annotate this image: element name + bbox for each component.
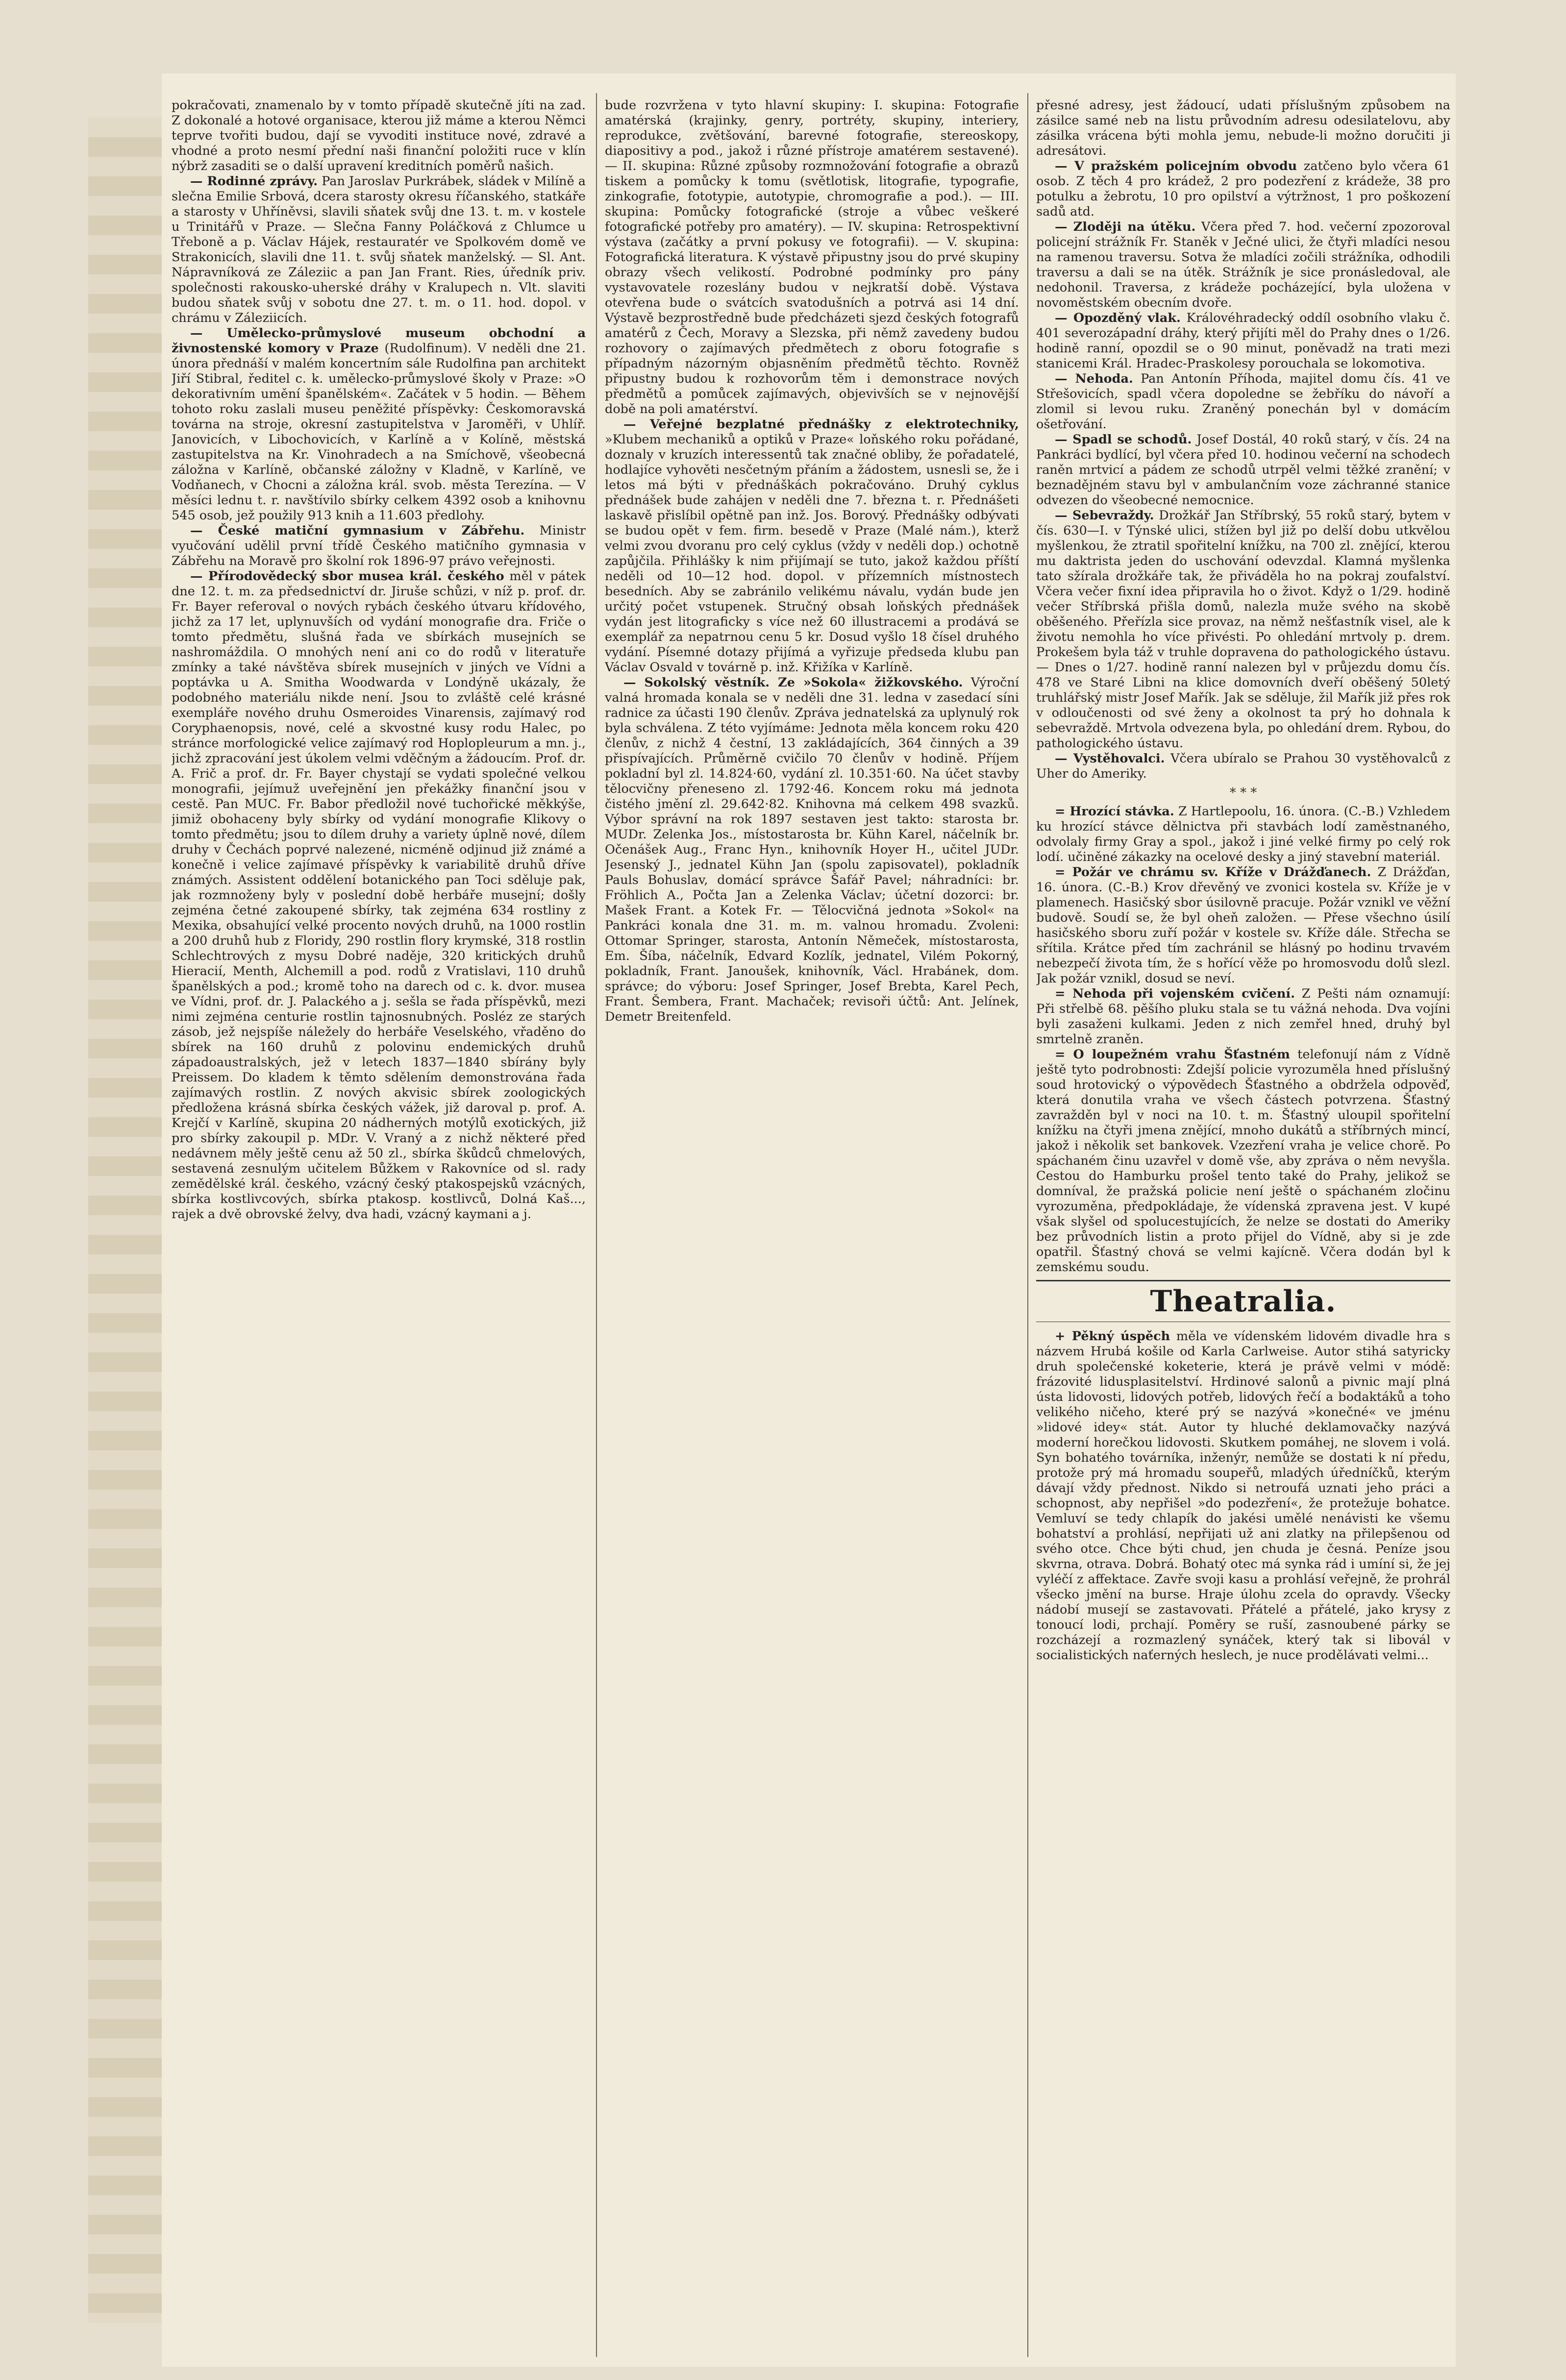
- article-paragraph: [172, 174, 586, 326]
- column-rule: [596, 93, 597, 2357]
- article-paragraph: [1036, 220, 1450, 311]
- article-paragraph: [1036, 432, 1450, 508]
- article-text: Královéhradecký oddíl osobního vlaku č. 401 severozápadní dráhy, který přijíti měl do Prahy dnes o 1/26. hodině ranní, opozdil se o 90 minut, poněvadž na trati mezi stanicemi Král. Hradec-Praskolesy porouchala se lokomotiva.: [1036, 311, 1450, 371]
- article-headline: — V pražském policejním obvodu: [1055, 159, 1297, 173]
- section-heading: Theatralia.: [1036, 1280, 1450, 1322]
- column-container: [172, 98, 1456, 2367]
- article-text: Pan Antonín Příhoda, majitel domu čís. 41 ve Střešovicích, spadl včera dopoledne se žebříku do návoří a zlomil si levou ruku. Zraněný ponechán byl v domácím ošetřování.: [1036, 371, 1450, 432]
- article-text: Pan Jaroslav Purkrábek, sládek v Milíně a slečna Emilie Srbová, dcera starosty okresu říčanského, statkáře a starosty v Uhříněvsi, slavili sňatek svůj dne 13. t. m. v kostele u Trinitářů v Praze. — Slečna Fanny Poláčková z Chlumce u Třeboně a p. Václav Hájek, restauratér ve Spolkovém domě ve Strakonicích, slavili dne 11. t. svůj sňatek manželský. — Sl. Ant. Nápravníková ze Záleziic a pan Jan Frant. Ries, úředník priv. společnosti rakousko-uherské dráhy v Kralupech n. Vlt. slaviti budou sňatek svůj v sobotu dne 27. t. m. o 11. hod. dopol. v chrámu v Záleziicích.: [172, 174, 586, 325]
- article-text: Včera ubíralo se Prahou 30 vystěhovalců z Uher do Ameriky.: [1036, 751, 1450, 781]
- article-text: telefonují nám z Vídně ještě tyto podrobnosti: Zdejší policie vyrozuměla hned příslušný soud hrotovický o výpovědech Šťastného a obdržela odpověď, která donutila vraha ve všech částech potvrzena. Šťastný zavražděn byl v noci na 10. t. m. Šťastný uloupil spořitelní knížku na čtyři jmena znějící, mnoho dukátů a stříbrných mincí, jakož i několik set bankovek. Vzezření vraha je velice chorě. Po spáchaném činu uzavřel v domě vše, aby zpráva o něm nevyšla. Cestou do Hamburku prošel tento také do Prahy, jelikož se domníval, že pražská policie není ještě o spáchaném zločinu vyrozuměna, předpokládaje, že vídenská zpravena jest. V kupé však slyšel od spolucestujících, že nelze se dostati do Ameriky bez průvodních listin a proto přijel do Vídně, aby si je zde opatřil. Šťastný chová se velmi kajícně. Včera dodán byl k zemskému soudu.: [1036, 1047, 1450, 1275]
- article-headline: — Vystěhovalci.: [1055, 751, 1165, 766]
- article-text: Z Pešti nám oznamují: Při střelbě 68. pěšího pluku stala se tu vážná nehoda. Dva vojíni byli zasaženi kulkami. Jeden z nich zemřel hned, druhý byl smrtelně zraněn.: [1036, 986, 1450, 1047]
- article-headline: — Zloději na útěku.: [1055, 220, 1196, 234]
- column-left: [172, 98, 586, 2362]
- article-text: měla ve vídenském lidovém divadle hra s názvem Hrubá košile od Karla Carlweise. Autor stihá satyricky druh společenské koketerie, která je právě velmi v módě: frázovité lidusplasitelství. Hrdinové salonů a pivnic mají plná ústa lidovosti, lidových potřeb, lidových řečí a bodaktáků a toho velikého ničeho, které prý se nazývá »konečné« ve jménu »lidové idey« stát. Autor ty hluché deklamovačky nazývá moderní horečkou lidovosti. Skutkem pomáhej, ne slovem i volá. Syn bohatého továrníka, inženýr, nemůže se dostati k ní předu, protože prý má hromadu soupeřů, mladých úředníčků, kterým dávají vždy přednost. Nikdo si netroufá uznati jeho práci a schopnost, aby nepřišel »do podezření«, že protežuje bohatce. Vemluví se tedy chlapík do jakési umělé nenávisti ke všemu bohatství a prohlásí, nepřijati už ani zlatky na přilepšenou od svého otce. Chce býti chud, jen chuda je česná. Peníze jsou skvrna, otrava. Dobrá. Bohatý otec má synka rád i umíní si, že jej vyléčí z affektace. Zavře svoji kasu a prohlásí veřejně, že prohrál všecko jmění na burse. Hraje úlohu zcela do opravdy. Všecky nádobí musejí se zastavovati. Přátelé a přátelé, jako krysy z tonoucí lodi, prchají. Poměry se ruší, zasnoubené párky se rozcházejí a rozmazlený synáček, který tak si libovál v socialistických naťerných heslech, je nuce prodělávati velmi...: [1036, 1329, 1450, 1663]
- article-paragraph: [605, 98, 1019, 417]
- section-separator: * * *: [1229, 785, 1257, 800]
- article-paragraph: [1036, 1047, 1450, 1275]
- article-paragraph: [1036, 371, 1450, 432]
- article-paragraph: [172, 326, 586, 523]
- article-text: přesné adresy, jest žádoucí, udati příslušným způsobem na zásilce samé neb na listu průvodním adresu odesilatelovu, aby zásilka vrácena býti mohla jemu, nebude-li možno doručiti ji adresátovi.: [1036, 98, 1450, 158]
- article-text: »Klubem mechaniků a optiků v Praze« loňského roku pořádané, doznaly v kruzích interessentů tak značné obliby, že pořadatelé, hodlajíce vyhověti nesčetným přáním a žádostem, usnesli se, že i letos má býti v přednáškách pokračováno. Druhý cyklus přednášek bude zahájen v neděli dne 7. března t. r. Přednášeti laskavě přislíbil opětně pan inž. Jos. Borový. Přednášky odbývati se budou opět v fem. firm. besedě v Praze (Malé nám.), kterž velmi zvou dvoranu pro celý cyklus (vždy v neděli dop.) ochotně zapůjčila. Přihlášky k nim přijímají se tuto, jakož každou příští neděli od 10—12 hod. dopol. v přízemních místnostech besedních. Aby se zabránilo velikému návalu, vydán bude jen určitý počet vstupenek. Stručný obsah loňských přednášek vydán jest litograficky s více než 60 illustracemi a prodává se exemplář za nepatrnou cenu 5 kr. Dosud vyšlo 18 čísel druhého vydání. Písemné dotazy přijímá a vyřizuje předseda klubu pan Václav Osvald v továrně p. inž. Křižíka v Karlíně.: [605, 432, 1019, 675]
- article-headline: — Umělecko-průmyslové museum obchodní a živnostenské komory v Praze: [172, 326, 586, 356]
- article-text: Z Hartlepoolu, 16. února. (C.-B.) Vzhledem ku hrozící stávce dělnictva při stavbách lodí zaměstnaného, odvolaly firmy Gray a spol., jakož i jiné velké firmy po celý rok lodí. učiněné zákazky na ocelové desky a jiný stavební materiál.: [1036, 804, 1450, 864]
- article-paragraph: [172, 569, 586, 1222]
- article-paragraph: [1036, 804, 1450, 865]
- article-paragraph: [605, 675, 1019, 1025]
- article-headline: — Veřejné bezplatné přednášky z elektrotechniky,: [623, 417, 1019, 432]
- column-right: [1036, 98, 1450, 2362]
- article-headline: — Rodinné zprávy.: [190, 174, 318, 189]
- article-headline: — Nehoda.: [1055, 371, 1133, 386]
- article-text: Výroční valná hromada konala se v neděli dne 31. ledna v zasedací síni radnice za účasti 190 členův. Zpráva jednatelská za uplynulý rok byla schválena. Z této vyjímáme: Jednota měla koncem roku 420 členův, z nichž 4 čestní, 13 zakládajících, 364 činných a 39 přispívajících. Průměrně cvičilo 70 členův v hodině. Příjem pokladní byl zl. 14.824·60, vydání zl. 10.351·60. Na účet stavby tělocvičny přeneseno zl. 1792·46. Koncem roku má jednota čistého jmění zl. 29.642·82. Knihovna má celkem 498 svazků. Výbor správní na rok 1897 sestaven jest takto: starosta br. MUDr. Zelenka Jos., místostarosta br. Kühn Karel, náčelník br. Očenášek Aug., Franc Hyn., knihovník Hoyer H., učitel JUDr. Jesenský J., jednatel Kühn Jan (spolu zapisovatel), pokladník Pauls Bohuslav, domácí správce Šafář Pavel; náhradníci: br. Fröhlich A., Počta Jan a Zelenka Václav; účetní dozorci: br. Mašek Frant. a Kotek Fr. — Tělocvičná jednota »Sokol« na Pankráci konala dne 31. m. m. valnou hromadu. Zvoleni: Ottomar Springer, starosta, Antonín Němeček, místostarosta, Em. Šíba, náčelník, Edvard Kozlík, jednatel, Vilém Pokorný, pokladník, Frant. Janoušek, knihovník, Václ. Hrabánek, dom. správce; do výboru: Josef Springer, Josef Brebta, Karel Pech, Frant. Šembera, Frant. Machaček; revisoři účtů: Ant. Jelínek, Demetr Breitenfeld.: [605, 675, 1019, 1024]
- article-paragraph: [1036, 1329, 1450, 1663]
- article-headline: — Spadl se schodů.: [1055, 432, 1192, 447]
- article-paragraph: [1036, 751, 1450, 782]
- article-text: pokračovati, znamenalo by v tomto případě skutečně jíti na zad. Z dokonalé a hotové organisace, kterou již máme a kterou Němci teprve tvořiti budou, dají se vyvoditi instituce nové, zdravé a vhodné a proto nesmí přední naši finanční položiti ruce v klín nýbrž zasaditi se o další upravení kreditních poměrů našich.: [172, 98, 586, 173]
- article-paragraph: [1036, 865, 1450, 986]
- article-paragraph: [1036, 986, 1450, 1047]
- article-paragraph: [1036, 159, 1450, 220]
- article-text: Včera před 7. hod. večerní zpozoroval policejní strážník Fr. Staněk v Ječné ulici, že čtyři mladíci nesou na ramenou traversu. Sotva že mladíci zočili strážníka, odhodili traversu a dali se na útěk. Strážník je sice pronásledoval, ale nedohonil. Traversa, z krádeže pocházející, byla uložena v novoměstském obecním dvoře.: [1036, 220, 1450, 310]
- article-headline: — Přírodovědecký sbor musea král. českého: [190, 569, 504, 584]
- article-paragraph: [172, 523, 586, 569]
- column-middle: [605, 98, 1019, 2362]
- article-headline: = Hrozící stávka.: [1055, 804, 1174, 819]
- column-rule: [1027, 93, 1028, 2357]
- article-paragraph: [172, 98, 586, 174]
- article-text: Drožkář Jan Stříbrský, 55 roků starý, bytem v čís. 630—I. v Týnské ulici, stížen byl již po delší dobu utkvělou myšlenkou, že ztratil spořitelní knížku, na 700 zl. znějící, kterou mu daktrista jeden do uschování odevzdal. Klamná myšlenka tato sžírala drožkáře tak, že přiváděla ho na pokraj zoufalství. Včera večer fixní idea připravila ho o život. Když o 1/29. hodině večer Stříbrská přišla domů, nalezla muže svého na skobě oběšeného. Přeřízla sice provaz, na němž nešťastník visel, ale k životu nemohla ho více přivésti. Po ohledání mrtvoly p. drem. Prokešem byla táž v truhle dopravena do pathologického ústavu. — Dnes o 1/27. hodině ranní nalezen byl v průjezdu domu čís. 478 ve Staré Libni na klice domovních dveří oběšený 50letý truhlářský mistr Josef Mařík. Jak se sděluje, žil Mařík již přes rok v odloučenosti od své ženy a okolnost ta prý ho dohnala k sebevraždě. Mrtvola odvezena byla, po ohledání drem. Rybou, do pathologického ústavu.: [1036, 508, 1450, 751]
- newspaper-page: [162, 74, 1456, 2367]
- article-paragraph: [605, 417, 1019, 675]
- article-text: Ministr vyučování udělil první třídě Českého matičního gymnasia v Zábřehu na Moravě pro školní rok 1896-97 právo veřejnosti.: [172, 523, 586, 568]
- binding-edge: [88, 118, 162, 2323]
- article-headline: — Opozděný vlak.: [1055, 311, 1181, 325]
- article-headline: = Nehoda při vojenském cvičení.: [1055, 986, 1295, 1001]
- article-paragraph: [1036, 311, 1450, 371]
- article-text: Josef Dostál, 40 roků starý, v čís. 24 na Pankráci bydlící, byl včera před 10. hodinou večerní na schodech raněn mrtvicí a pádem ze schodů utrpěl velmi těžké zranění; v beznadějném stavu byl v ambulančním voze záchranné stanice odvezen do všeobecné nemocnice.: [1036, 432, 1450, 508]
- article-text: zatčeno bylo včera 61 osob. Z těch 4 pro krádež, 2 pro podezření z krádeže, 38 pro potulku a žebrotu, 10 pro opilství a výtržnost, 1 pro poškození sadů atd.: [1036, 159, 1450, 219]
- article-paragraph: [1036, 508, 1450, 751]
- article-headline: — Sokolský věstník. Ze »Sokola« žižkovského.: [623, 675, 963, 690]
- article-headline: — Sebevraždy.: [1055, 508, 1154, 523]
- article-text: (Rudolfinum). V neděli dne 21. února přednáší v malém koncertním sále Rudolfina pan architekt Jiří Stibral, ředitel c. k. umělecko-průmyslové školy v Praze: »O dekorativním umění španělském«. Začátek v 5 hodin. — Během tohoto roku zaslali museu peněžité příspěvky: Českomoravská továrna na stroje, okresní zastupitelstva v Jaroměři, v Uhlíř. Janovicích, v Libochovicích, v Karlíně a v Kolíně, městská zastupitelstva na Kr. Vinohradech a na Smíchově, všeobecná záložna v Karlíně, občanské záložny v Kladně, v Karlíně, ve Vodňanech, v Chocni a záložna král. svob. města Terezína. — V měsíci lednu t. r. navštívilo sbírky celkem 4392 osob a knihovnu 545 osob, jež použily 913 knih a 11.603 předlohy.: [172, 341, 586, 523]
- article-headline: + Pěkný úspěch: [1055, 1329, 1170, 1344]
- article-text: bude rozvržena v tyto hlavní skupiny: I. skupina: Fotografie amatérská (krajinky, genry, portréty, skupiny, interiery, reprodukce, zvětšování, barevné fotografie, stereoskopy, diapositivy a pod., jakož i různé přístroje amatérem sestavené). — II. skupina: Různé způsoby rozmnožování fotografie a obrazů tiskem a pomůcky k tomu (světlotisk, litografie, typografie, zinkografie, fototypie, autotypie, chromografie a pod.). — III. skupina: Pomůcky fotografické (stroje a vůbec veškeré fotografické potřeby pro amatéry). — IV. skupina: Retrospektivní výstava (začátky a první pokusy ve fotografii). — V. skupina: Fotografická literatura. K výstavě připustny jsou do prvé skupiny obrazy všech velikostí. Podrobné podmínky pro pány vystavovatele rozeslány budou v nejkratší době. Výstava otevřena bude o svátcích svatodušních a potrvá asi 14 dní. Výstavě bezprostředně bude předcházeti sjezd českých fotografů amatérů z Čech, Moravy a Slezska, při němž zavedeny budou rozhovory o zajímavých předmětech z oboru fotografie s případným názorným objasněním předmětů těchto. Rovněž připustny budou k rozhovorům těm i demonstrace nových předmětů a pomůcek zajímavých, objevivších se v nejnovější době na poli amatérství.: [605, 98, 1019, 417]
- article-text: Z Drážďan, 16. února. (C.-B.) Krov dřevěný ve zvonici kostela sv. Kříže je v plamenech. Hasičský sbor úsilovně pracuje. Požár vznikl ve věžní budově. Soudí se, že byl oheň založen. — Přese všechno úsilí hasičského sboru zuří požár v kostele sv. Kříže dále. Střecha se sřítila. Krátce před tím zachránil se hlásný po hodinu trvavém nebezpečí života tím, že s hořící věže po hromosvodu dolů slezl. Jak požár vznikl, dosud se neví.: [1036, 865, 1450, 986]
- article-text: měl v pátek dne 12. t. m. za předsednictví dr. Jiruše schůzi, v níž p. prof. dr. Fr. Bayer referoval o nových rybách českého útvaru křídového, jichž za 17 let, uplynuvších od vydání monografie dra. Friče o tomto předmětu, slušná řada ve sbírkách musejních se nashromáždila. O mnohých není ani co do rodů v literatuře zmínky a také návštěva sbírek musejních v jiných ve Vídni a poptávka u A. Smitha Woodwarda v Londýně ukázaly, že podobného materiálu nikde není. Jsou to zvláště celé krásné exempláře nového druhu Osmeroides Vinarensis, zajímavý rod Coryphaenopsis, nové, celé a skvostné kusy rodu Halec, po stránce morfologické velice zajímavý rod Hoplopleurum a mn. j., jichž zpracování jest úkolem velmi vděčným a žádoucím. Prof. dr. A. Frič a prof. dr. Fr. Bayer chystají se vydati společné velkou monografii, jejímuž uveřejnění jen překážky finanční jsou v cestě. Pan MUC. Fr. Babor předložil nové tuchořické měkkýše, jimiž obohaceny byly sbírky od vydání monografie Klikovy o tomto předmětu; jsou to dílem druhy a variety úplně nové, dílem druhy v Čechách poprvé nalezené, nicméně odjinud již známé a konečně i velice zajímavé příspěvky k variabilitě druhů dříve známých. Assistent oddělení botanického pan Toci sděluje pak, jak rozmnoženy byly v poslední době herbáře musejní; došly zejména četné zakoupené sbírky, tak zejména 634 rostliny z Mexika, obsahující velké procento nových druhů, na 1000 rostlin a 200 druhů hub z Floridy, 290 rostlin flory krymské, 318 rostlin Schlechtrových z mysu Dobré naděje, 320 kritických druhů Hieracií, Menth, Alchemill a pod. rodů z Vratislavi, 110 druhů španělských a pod.; kromě toho na darech od c. k. dvor. musea ve Vídni, prof. dr. J. Palackého a j. sešla se řada příspěvků, mezi nimi zejména centurie rostlin tajnosnubných. Posléz ze starých zásob, jež nejspíše náležely do herbáře Veselského, vřaděno do sbírek na 160 druhů z polovinu endemických druhů západoaustralských, jež v letech 1837—1840 sbírány byly Preissem. Do kladem k těmto sdělením demonstrována řada zajímavých rostlin. Z nových akvisic sbírek zoologických předložena krásná sbírka českých vážek, již daroval p. prof. A. Krejčí v Karlíně, skupina 20 nádherných motýlů exotických, již pro sbírky zakoupil p. MDr. V. Vraný a z nichž některé před nedávnem měly ještě cenu až 50 zl., sbírka škůdců chmelových, sestavená zesnulým učitelem Bůžkem v Rakovníce od sl. rady zemědělské král. českého, vzácný český ptakospejsků vzácných, sbírka kostlivcových, sbírka ptakosp. kostlivců, Dolná Kaš..., rajek a dvě obrovské želvy, dva hadi, vzácný kaymani a j.: [172, 569, 586, 1222]
- article-headline: = Požár ve chrámu sv. Kříže v Drážďanech.: [1055, 865, 1371, 880]
- article-headline: — České matiční gymnasium v Zábřehu.: [190, 523, 525, 538]
- article-paragraph: [1036, 98, 1450, 159]
- article-headline: = O loupežném vrahu Šťastném: [1055, 1047, 1290, 1062]
